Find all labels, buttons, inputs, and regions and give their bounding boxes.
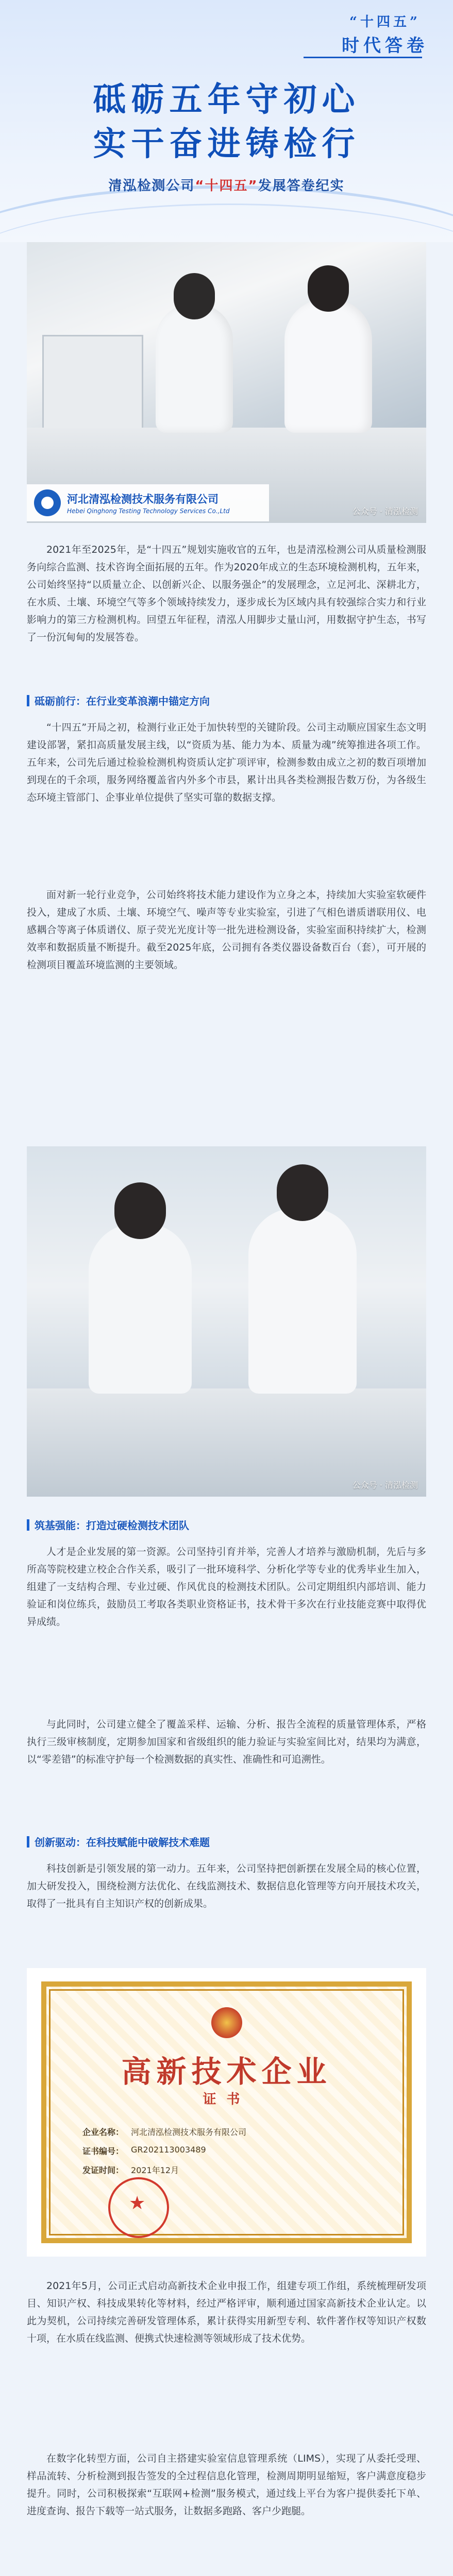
section-title-3-text: 创新驱动：在科技赋能中破解技术难题 <box>35 1836 210 1849</box>
certificate-details <box>82 2126 371 2183</box>
team-photo <box>27 1146 426 1497</box>
section-title-2-text: 筑基强能：打造过硬检测技术团队 <box>35 1519 189 1532</box>
section-2-paragraph-2: 与此同时，公司建立健全了覆盖采样、运输、分析、报告全流程的质量管理体系，严格执行三级审核制度，定期参加国家和省级组织的能力验证与实验室间比对，结果均为满意，以“零差错”的标准守护每一个检测数据的真实性、准确性和可追溯性。 <box>27 1719 426 1765</box>
section-1-paragraph-2: 面对新一轮行业竞争，公司始终将技术能力建设作为立身之本，持续加大实验室软硬件投入，建成了水质、土壤、环境空气、噪声等专业实验室，引进了气相色谱质谱联用仪、电感耦合等离子体质谱仪、原子荧光光度计等一批先进检测设备，实验室面积持续扩大，检测效率和数据质量不断提升。截至2025年底，公司拥有各类仪器设备数百台（套），可开展的检测项目覆盖环境监测的主要领域。 <box>27 889 426 971</box>
section-title-1 <box>27 693 426 708</box>
certificate-date-value: 2021年12月 <box>131 2165 179 2175</box>
certificate-company-label: 企业名称： <box>82 2127 124 2137</box>
section-bar-icon <box>27 1519 29 1531</box>
company-name-en: Hebei Qinghong Testing Technology Services Co.,Ltd <box>67 507 230 515</box>
lab-instrument <box>42 335 143 441</box>
section-2-paragraph-1: 人才是企业发展的第一资源。公司坚持引育并举，完善人才培养与激励机制，先后与多所高等院校建立校企合作关系，吸引了一批环境科学、分析化学等专业的优秀毕业生加入，组建了一支结构合理、专业过硬、作风优良的检测技术团队。公司定期组织内部培训、能力验证和岗位练兵，鼓励员工考取各类职业资格证书，技术骨干多次在行业技能竞赛中取得优异成绩。 <box>27 1546 426 1628</box>
lab-technician-right <box>284 299 372 433</box>
certificate-subtitle: 证书 <box>203 2092 250 2107</box>
lab-technician-left <box>156 304 233 433</box>
company-text <box>67 491 229 515</box>
hero-title-line-2: 实干奋进铸检行 <box>93 125 360 163</box>
section-3-paragraph-2: 2021年5月，公司正式启动高新技术企业申报工作，组建专项工作组，系统梳理研发项目、知识产权、科技成果转化等材料，经过严格评审，顺利通过国家高新技术企业认定。以此为契机，公司持续完善研发管理体系，累计获得实用新型专利、软件著作权等知识产权数十项，在水质在线监测、便携式快速检测等领域形成了技术优势。 <box>27 2280 426 2344</box>
intro-paragraph: 2021年至2025年，是“十四五”规划实施收官的五年，也是清泓检测公司从质量检测服务向综合监测、技术咨询全面拓展的五年。作为2020年成立的生态环境检测机构，五年来，公司始终坚持“以质量立企、以创新兴企、以服务强企”的发展理念，立足河北、深耕北方，在水质、土壤、环境空气等多个领域持续发力，逐步成长为区域内具有较强综合实力和行业影响力的第三方检测机构。回望五年征程，清泓人用脚步丈量山河，用数据守护生态，书写了一份沉甸甸的发展答卷。 <box>27 544 426 643</box>
certificate-row-number <box>82 2145 371 2157</box>
certificate-date-label: 发证时间： <box>82 2165 124 2175</box>
national-emblem-icon <box>211 2007 242 2038</box>
subtitle-prefix: 清泓检测公司 <box>108 178 195 194</box>
slogan-line-1: “十四五” <box>349 14 421 30</box>
team-member-left <box>89 1224 192 1394</box>
section-3-paragraph-3: 在数字化转型方面，公司自主搭建实验室信息管理系统（LIMS），实现了从委托受理、样品流转、分析检测到报告签发的全过程信息化管理，检测周期明显缩短，客户满意度稳步提升。同时，公司积极探索“互联网+检测”服务模式，通过线上平台为客户提供委托下单、进度查询、报告下载等一站式服务，让数据多跑路、客户少跑腿。 <box>27 2453 426 2517</box>
team-member-left-head <box>114 1182 166 1239</box>
section-title-3 <box>27 1834 426 1849</box>
subtitle-suffix: 发展答卷纪实 <box>258 178 345 194</box>
article-subtitle <box>0 175 453 194</box>
certificate-title: 高新技术企业 <box>121 2054 332 2089</box>
photo-watermark: 公众号 · 清泓检测 <box>352 1480 418 1490</box>
official-seal-icon <box>108 2177 169 2238</box>
slogan-line-2: 时代答卷 <box>342 36 428 56</box>
section-bar-icon <box>27 1836 29 1848</box>
section-bar-icon <box>27 695 29 706</box>
team-member-right <box>248 1208 357 1394</box>
certificate-number-value: GR202113003489 <box>131 2145 206 2155</box>
section-1-paragraph-1: “十四五”开局之初，检测行业正处于加快转型的关键阶段。公司主动顺应国家生态文明建设部署，紧扣高质量发展主线，以“资质为基、能力为本、质量为魂”统筹推进各项工作。五年来，公司先后通过检验检测机构资质认定扩项评审，检测参数由成立之初的数百项增加到现在的千余项，服务网络覆盖省内外多个市县，累计出具各类检测报告数万份，为各级生态环境主管部门、企事业单位提供了坚实可靠的数据支撑。 <box>27 722 426 803</box>
hightech-certificate <box>41 1981 412 2243</box>
certificate-row-date <box>82 2164 371 2176</box>
lab-technician-left-head <box>174 273 215 319</box>
lab-photo <box>27 242 426 523</box>
lab-technician-right-head <box>308 265 349 312</box>
subtitle-highlight: “十四五” <box>195 178 258 194</box>
header-slogan <box>342 11 428 57</box>
company-name-cn: 河北清泓检测技术服务有限公司 <box>67 493 219 505</box>
article-header <box>0 0 453 242</box>
section-title-1-text: 砥砺前行：在行业变革浪潮中锚定方向 <box>35 695 210 707</box>
certificate-number-label: 证书编号： <box>82 2146 124 2156</box>
company-banner <box>27 484 269 521</box>
section-title-2 <box>27 1517 426 1532</box>
team-member-right-head <box>277 1164 328 1221</box>
certificate-photo <box>27 1968 426 2257</box>
photo-watermark: 公众号 · 清泓检测 <box>352 506 418 516</box>
certificate-row-company <box>82 2126 371 2138</box>
hero-title-line-1: 砥砺五年守初心 <box>93 80 360 119</box>
certificate-company-value: 河北清泓检测技术服务有限公司 <box>131 2127 247 2137</box>
slogan-underline <box>304 57 422 58</box>
company-logo-icon <box>34 489 61 516</box>
section-3-paragraph-1: 科技创新是引领发展的第一动力。五年来，公司坚持把创新摆在发展全局的核心位置，加大研发投入，围绕检测方法优化、在线监测技术、数据信息化管理等方向开展技术攻关，取得了一批具有自主知识产权的创新成果。 <box>27 1863 426 1909</box>
